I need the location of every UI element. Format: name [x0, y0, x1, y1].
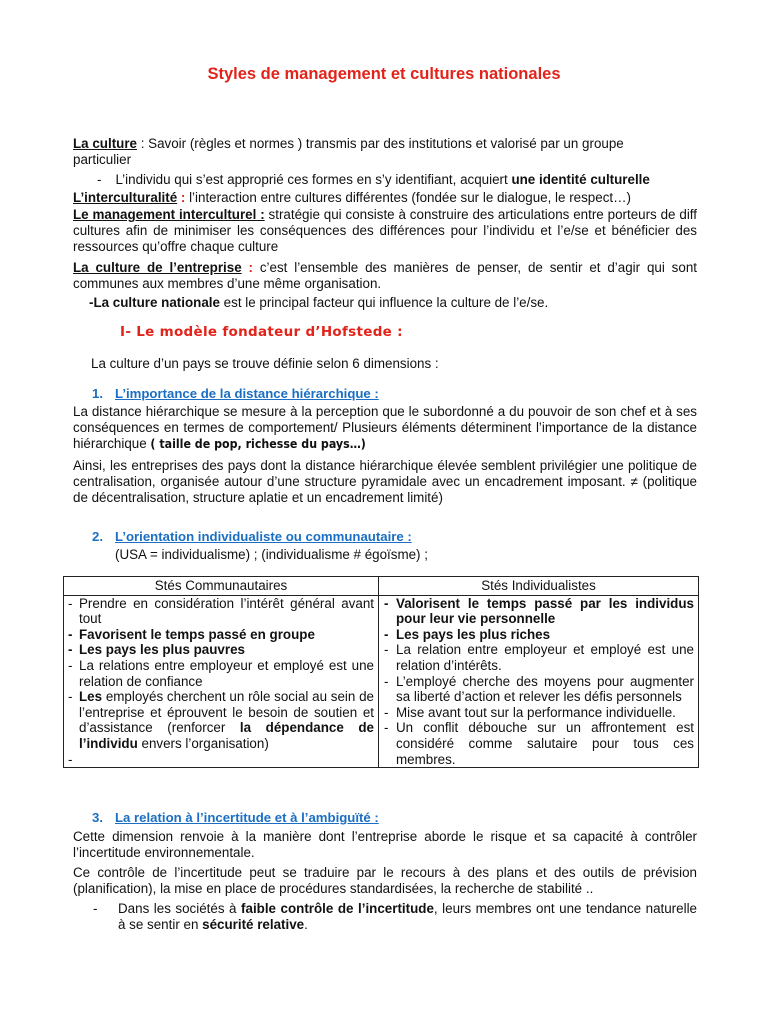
section-3-paragraph-1: Cette dimension renvoie à la manière dont l’entreprise aborde le risque et sa capacité à contrôler l’incertitude environnementale. [73, 829, 697, 860]
hofstede-heading: I- Le modèle fondateur d’Hofstede : [120, 324, 403, 340]
section-3-dash-item: - Dans les sociétés à faible contrôle de l’incertitude, leurs membres ont une tendance naturelle à se sentir en sécurité relative. [93, 901, 697, 932]
def-management-interculturel: Le management interculturel : stratégie qui consiste à construire des articulations entre porteurs de diff cultures afin de minimiser les conséquences des différences pour l’individu et l’e/se et bénéficier des ressources qu’offre chaque culture [73, 207, 697, 254]
list-item: - L’employé cherche des moyens pour augmenter sa liberté d’action et relever les défis personnels [383, 674, 694, 705]
section-1-paragraph-1: La distance hiérarchique se mesure à la perception que le subordonné a du pouvoir de son chef et à ses conséquences en termes de comportement/ Plusieurs éléments déterminent l’importance de la distance hiérarchique ( taille de pop, richesse du pays…) [73, 404, 697, 451]
table-header-individualistes: Stés Individualistes [379, 577, 699, 596]
table-cell-individualistes [379, 595, 699, 768]
list-item: - Un conflit débouche sur un affrontement est considéré comme salutaire pour tous ces membres. [383, 720, 694, 767]
table-header-row [64, 577, 699, 596]
section-3-heading: 3. La relation à l’incertitude et à l’ambiguïté : [92, 810, 379, 825]
def-culture-entreprise: La culture de l’entreprise : c’est l’ensemble des manières de penser, de sentir et d’agir qui sont communes aux membres d’une même organisation. [73, 260, 697, 291]
section-3-paragraph-2: Ce contrôle de l’incertitude peut se traduire par le recours à des plans et des outils de prévision (planification), la mise en place de procédures standardisées, la recherche de stabilité .. [73, 865, 697, 896]
list-item: - La relation entre employeur et employé est une relation d’intérêts. [383, 642, 694, 673]
list-item: - Les pays les plus pauvres [68, 642, 374, 658]
def-interculturalite: L’interculturalité : l’interaction entre cultures différentes (fondée sur le dialogue, le respect…) [73, 190, 631, 205]
table-cell-communautaires [64, 595, 379, 768]
list-item: - Les employés cherchent un rôle social au sein de l’entreprise et éprouvent le besoin de soutien et d’assistance (renforcer la dépendance de l’individu envers l’organisation) [68, 689, 374, 751]
term-culture: La culture [73, 136, 137, 151]
def-culture: La culture : Savoir (règles et normes ) transmis par des institutions et valorisé par un groupe particulier [73, 136, 624, 167]
table-header-communautaires: Stés Communautaires [64, 577, 379, 596]
list-item: - La relations entre employeur et employé est une relation de confiance [68, 658, 374, 689]
section-1-paragraph-2: Ainsi, les entreprises des pays dont la distance hiérarchique élevée semblent privilégier une politique de centralisation, organisée autour d’une structure pyramidale avec un encadrement imposant. ≠ (politique de décentralisation, structure aplatie et un encadrement limité) [73, 458, 697, 505]
hofstede-intro: La culture d’un pays se trouve définie selon 6 dimensions : [91, 356, 439, 371]
section-2-heading: 2. L’orientation individualiste ou communautaire : [92, 529, 412, 544]
def-individu: - L’individu qui s’est approprié ces formes en s’y identifiant, acquiert une identité culturelle [97, 172, 650, 187]
list-item: - Mise avant tout sur la performance individuelle. [383, 705, 694, 721]
def-culture-nationale: -La culture nationale est le principal facteur qui influence la culture de l’e/se. [89, 295, 549, 310]
section-1-heading: 1. L’importance de la distance hiérarchique : [92, 386, 379, 401]
list-item: - Valorisent le temps passé par les individus pour leur vie personnelle [383, 596, 694, 627]
list-item [68, 752, 374, 767]
comparison-table [63, 576, 699, 768]
document-title: Styles de management et cultures nationales [207, 65, 561, 83]
list-item: - Prendre en considération l’intérêt général avant tout [68, 596, 374, 627]
list-item: - Favorisent le temps passé en groupe [68, 627, 374, 643]
list-item: - Les pays les plus riches [383, 627, 694, 643]
section-2-subtitle: (USA = individualisme) ; (individualisme # égoïsme) ; [115, 547, 428, 562]
table-row [64, 595, 699, 768]
